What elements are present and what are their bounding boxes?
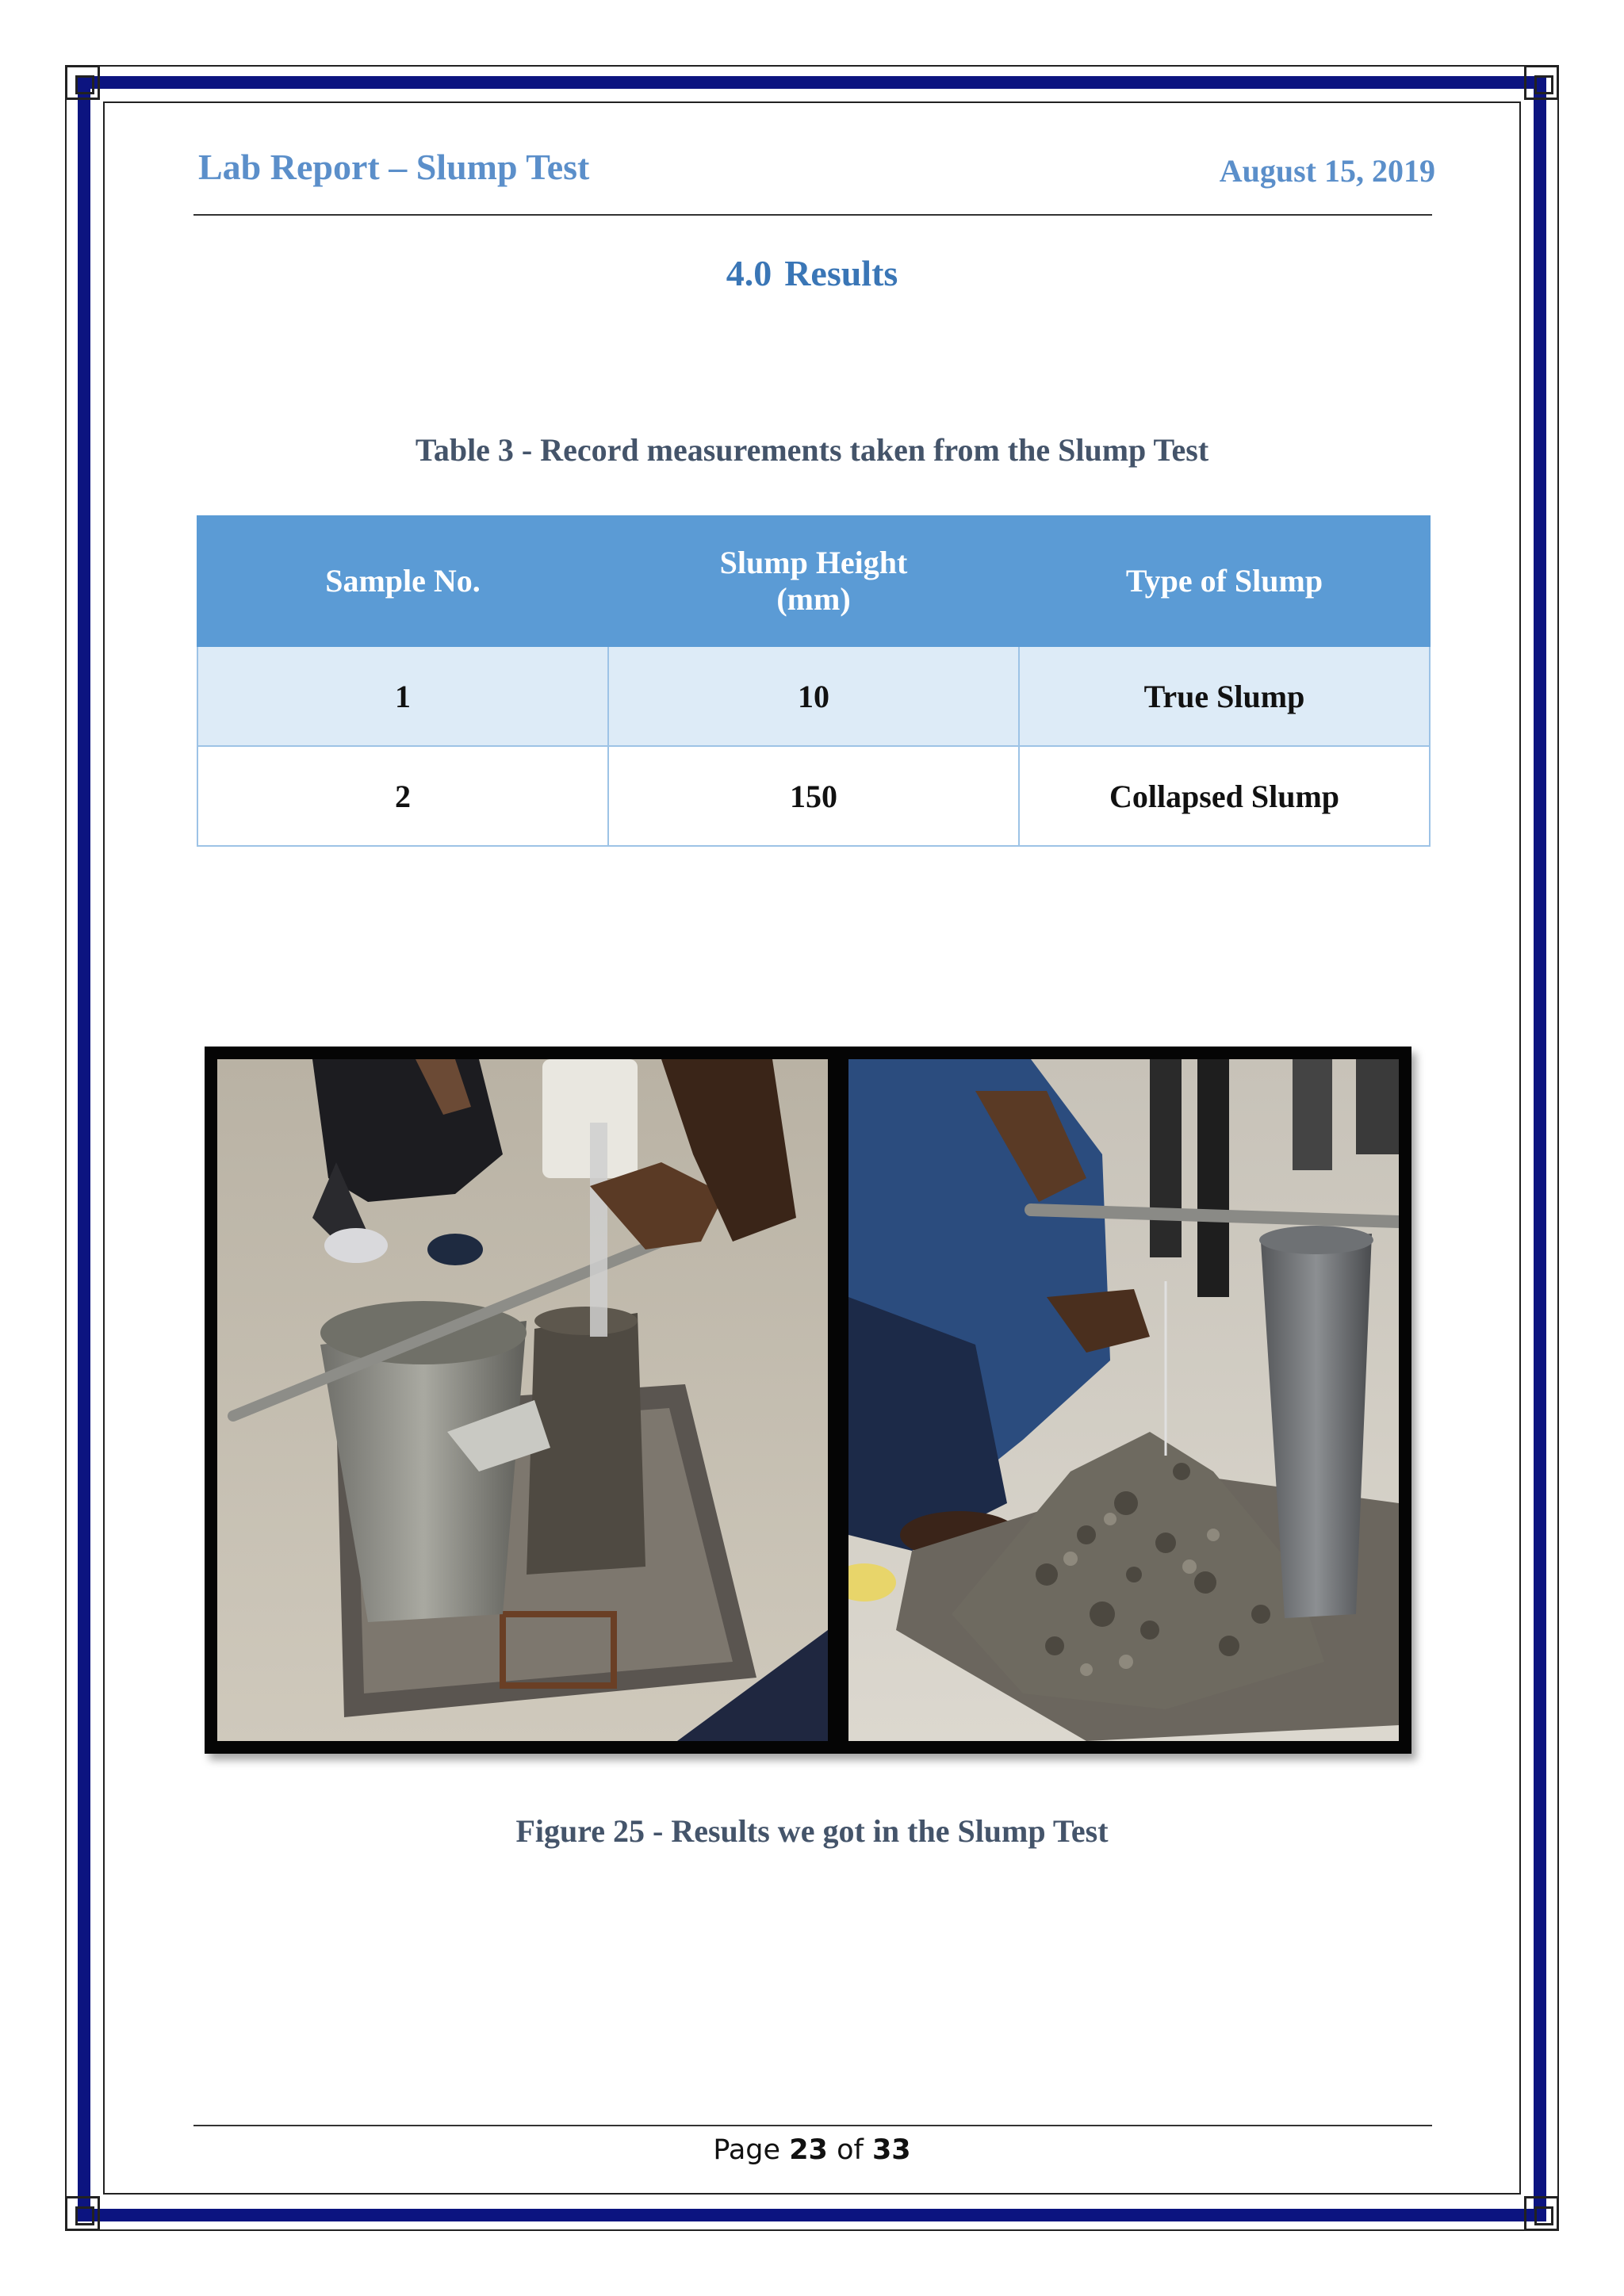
page-word: Page [713, 2134, 781, 2166]
results-table [197, 515, 1431, 847]
column-header-height-line1: Slump Height [719, 545, 908, 580]
corner-ornament-bottom-left [65, 2196, 100, 2231]
table-row [197, 646, 1430, 746]
photo-divider [828, 1047, 848, 1754]
page-total: 33 [871, 2134, 911, 2166]
table-row [197, 746, 1430, 846]
table-caption: Table 3 - Record measurements taken from the Slump Test [415, 432, 1209, 468]
cell-type: True Slump [1019, 646, 1430, 746]
of-word: of [837, 2134, 864, 2166]
section-title: Results [784, 253, 898, 293]
cell-height: 150 [608, 746, 1019, 846]
cell-height: 10 [608, 646, 1019, 746]
report-title: Lab Report – Slump Test [198, 147, 590, 187]
figure-caption: Figure 25 - Results we got in the Slump Test [515, 1813, 1109, 1849]
report-date: August 15, 2019 [1219, 153, 1435, 189]
photo-collapsed-slump [848, 1059, 1399, 1741]
column-header-sample: Sample No. [197, 516, 608, 646]
cell-type: Collapsed Slump [1019, 746, 1430, 846]
page-number [0, 2134, 1624, 2166]
figure-photos [205, 1047, 1411, 1754]
cell-sample: 1 [197, 646, 608, 746]
column-header-height-line2: (mm) [776, 581, 851, 617]
corner-ornament-bottom-right [1524, 2196, 1559, 2231]
column-header-type: Type of Slump [1019, 516, 1430, 646]
column-header-height [608, 516, 1019, 646]
section-heading [0, 252, 1624, 294]
cell-sample: 2 [197, 746, 608, 846]
section-number: 4.0 [726, 253, 772, 293]
header-divider [193, 214, 1432, 216]
corner-ornament-top-right [1524, 65, 1559, 100]
table-header-row [197, 516, 1430, 646]
page-current: 23 [789, 2134, 828, 2166]
footer-divider [193, 2125, 1432, 2126]
photo-true-slump [217, 1059, 828, 1741]
corner-ornament-top-left [65, 65, 100, 100]
